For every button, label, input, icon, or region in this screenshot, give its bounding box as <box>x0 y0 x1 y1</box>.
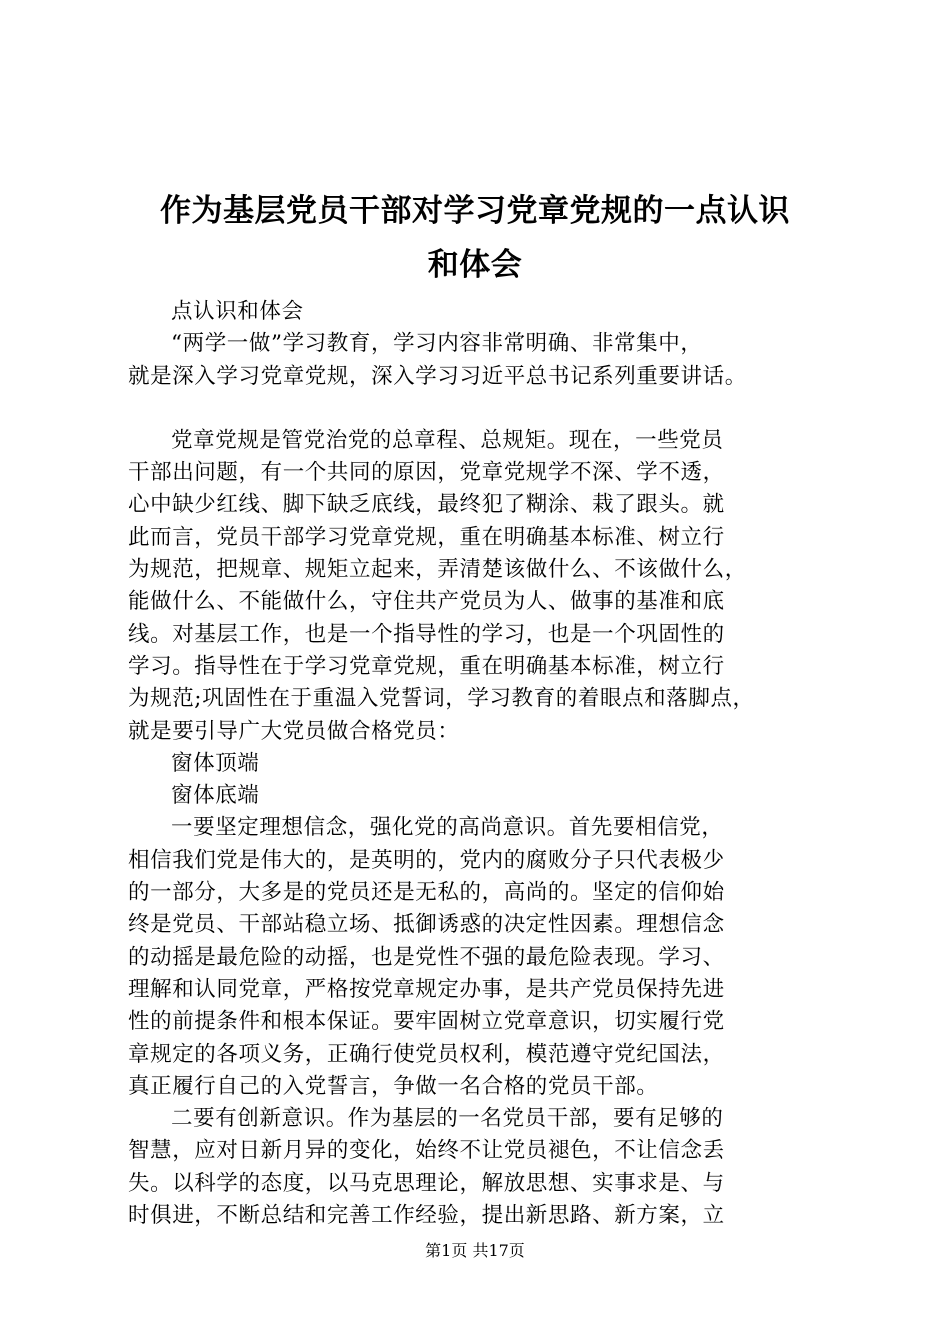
text-line: 为规范;巩固性在于重温入党誓词，学习教育的着眼点和落脚点， <box>128 686 755 712</box>
document-title <box>100 184 850 292</box>
text-line: 的一部分，大多是的党员还是无私的，高尚的。坚定的信仰始 <box>128 880 725 906</box>
text-line: 理解和认同党章，严格按党章规定办事，是共产党员保持先进 <box>128 976 725 1002</box>
text-line: 就是深入学习党章党规，深入学习习近平总书记系列重要讲话。 <box>128 363 747 389</box>
text-line: 窗体底端 <box>171 783 260 809</box>
paragraph-form-bottom <box>128 780 833 812</box>
text-line: 真正履行自己的入党誓言，争做一名合格的党员干部。 <box>128 1073 659 1099</box>
paragraph-form-top <box>128 748 833 780</box>
text-line: 二要有创新意识。作为基层的一名党员干部，要有足够的 <box>171 1106 724 1132</box>
text-line: 相信我们党是伟大的，是英明的，党内的腐败分子只代表极少 <box>128 847 725 873</box>
page-footer: 第1页 共17页 <box>425 1241 525 1260</box>
text-line: 时俱进，不断总结和完善工作经验，提出新思路、新方案，立 <box>128 1203 725 1229</box>
text-line: 心中缺少红线、脚下缺乏底线，最终犯了糊涂、栽了跟头。就 <box>128 492 725 518</box>
document-body <box>128 296 833 1232</box>
text-line: 学习。指导性在于学习党章党规，重在明确基本标准，树立行 <box>128 653 725 679</box>
text-line: 点认识和体会 <box>171 299 304 324</box>
title-line: 作为基层党员干部对学习党章党规的一点认识 <box>160 193 790 229</box>
text-line: 线。对基层工作，也是一个指导性的学习，也是一个巩固性的 <box>128 621 725 647</box>
text-line: “两学一做”学习教育，学习内容非常明确、非常集中， <box>171 331 703 357</box>
text-line: 的动摇是最危险的动摇，也是党性不强的最危险表现。学习、 <box>128 944 725 970</box>
text-line: 党章党规是管党治党的总章程、总规矩。现在，一些党员 <box>171 427 724 453</box>
paragraph-point-two <box>128 1103 833 1232</box>
text-line: 智慧，应对日新月异的变化，始终不让党员褪色，不让信念丢 <box>128 1138 725 1164</box>
text-line: 窗体顶端 <box>171 750 260 776</box>
paragraph-party-rules <box>128 425 833 748</box>
text-line: 为规范，把规章、规矩立起来，弄清楚该做什么、不该做什么， <box>128 557 747 583</box>
text-line: 此而言，党员干部学习党章党规，重在明确基本标准、树立行 <box>128 524 725 550</box>
paragraph-intro-heading <box>128 296 833 328</box>
text-line: 能做什么、不能做什么，守住共产党员为人、做事的基准和底 <box>128 589 725 615</box>
text-line: 一要坚定理想信念，强化党的高尚意识。首先要相信党， <box>171 815 724 841</box>
text-line: 章规定的各项义务，正确行使党员权利，模范遵守党纪国法， <box>128 1041 725 1067</box>
paragraph-point-one <box>128 812 833 1103</box>
text-line: 性的前提条件和根本保证。要牢固树立党章意识，切实履行党 <box>128 1009 725 1035</box>
text-line: 终是党员、干部站稳立场、抵御诱惑的决定性因素。理想信念 <box>128 912 725 938</box>
blank-line <box>128 393 833 425</box>
text-line: 失。以科学的态度，以马克思理论，解放思想、实事求是、与 <box>128 1170 725 1196</box>
text-line: 就是要引导广大党员做合格党员： <box>128 718 460 744</box>
text-line: 干部出问题，有一个共同的原因，党章党规学不深、学不透， <box>128 460 725 486</box>
title-line: 和体会 <box>427 247 523 283</box>
paragraph-two-studies <box>128 328 833 393</box>
